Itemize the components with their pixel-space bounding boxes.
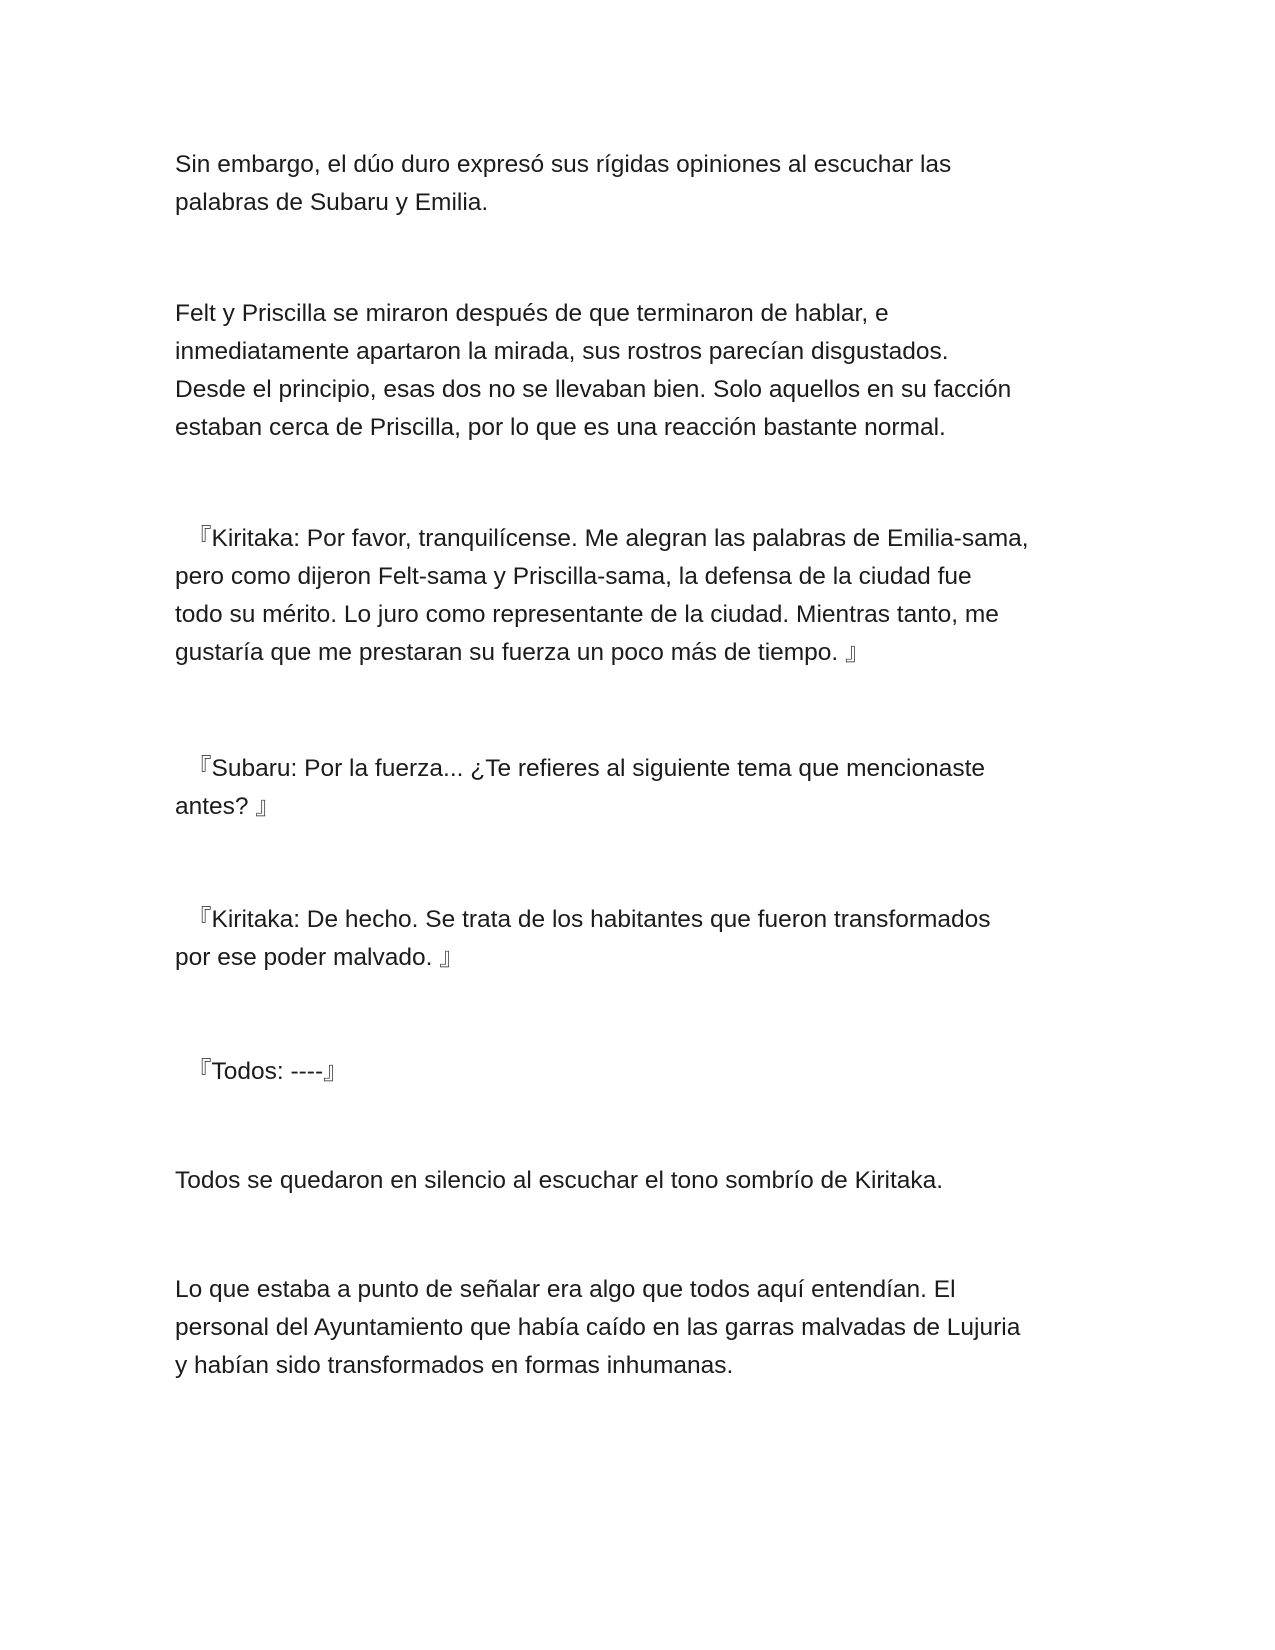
text-line: Desde el principio, esas dos no se llevaban bien. Solo aquellos en su facción — [175, 376, 1012, 403]
paragraph-narration — [175, 146, 1095, 222]
text-line: inmediatamente apartaron la mirada, sus rostros parecían disgustados. — [175, 338, 949, 365]
text-line: Lo que estaba a punto de señalar era algo que todos aquí entendían. El — [175, 1276, 956, 1303]
text-line: por ese poder malvado. 』 — [175, 944, 464, 971]
text-line: y habían sido transformados en formas inhumanas. — [175, 1352, 734, 1379]
text-line: pero como dijeron Felt-sama y Priscilla-sama, la defensa de la ciudad fue — [175, 563, 972, 590]
text-line: 『Todos: ----』 — [187, 1058, 348, 1085]
paragraph-dialogue-todos — [175, 1053, 1095, 1091]
text-line: palabras de Subaru y Emilia. — [175, 189, 489, 216]
text-line: Sin embargo, el dúo duro expresó sus rígidas opiniones al escuchar las — [175, 151, 952, 178]
text-line: todo su mérito. Lo juro como representante de la ciudad. Mientras tanto, me — [175, 601, 999, 628]
paragraph-dialogue-kiritaka — [175, 520, 1095, 672]
paragraph-narration — [175, 295, 1095, 447]
text-line: 『Kiritaka: De hecho. Se trata de los habitantes que fueron transformados — [187, 906, 991, 933]
text-line: estaban cerca de Priscilla, por lo que es una reacción bastante normal. — [175, 414, 946, 441]
text-line: 『Subaru: Por la fuerza... ¿Te refieres al siguiente tema que mencionaste — [187, 755, 986, 782]
paragraph-narration — [175, 1162, 1095, 1200]
text-line: gustaría que me prestaran su fuerza un poco más de tiempo. 』 — [175, 639, 870, 666]
text-line: personal del Ayuntamiento que había caído en las garras malvadas de Lujuria — [175, 1314, 1021, 1341]
paragraph-dialogue-subaru — [175, 750, 1095, 826]
text-line: 『Kiritaka: Por favor, tranquilícense. Me alegran las palabras de Emilia-sama, — [187, 525, 1029, 552]
text-line: Felt y Priscilla se miraron después de que terminaron de hablar, e — [175, 300, 889, 327]
paragraph-dialogue-kiritaka — [175, 901, 1095, 977]
paragraph-narration — [175, 1271, 1095, 1385]
text-line: Todos se quedaron en silencio al escuchar el tono sombrío de Kiritaka. — [175, 1167, 944, 1194]
text-line: antes? 』 — [175, 793, 280, 820]
